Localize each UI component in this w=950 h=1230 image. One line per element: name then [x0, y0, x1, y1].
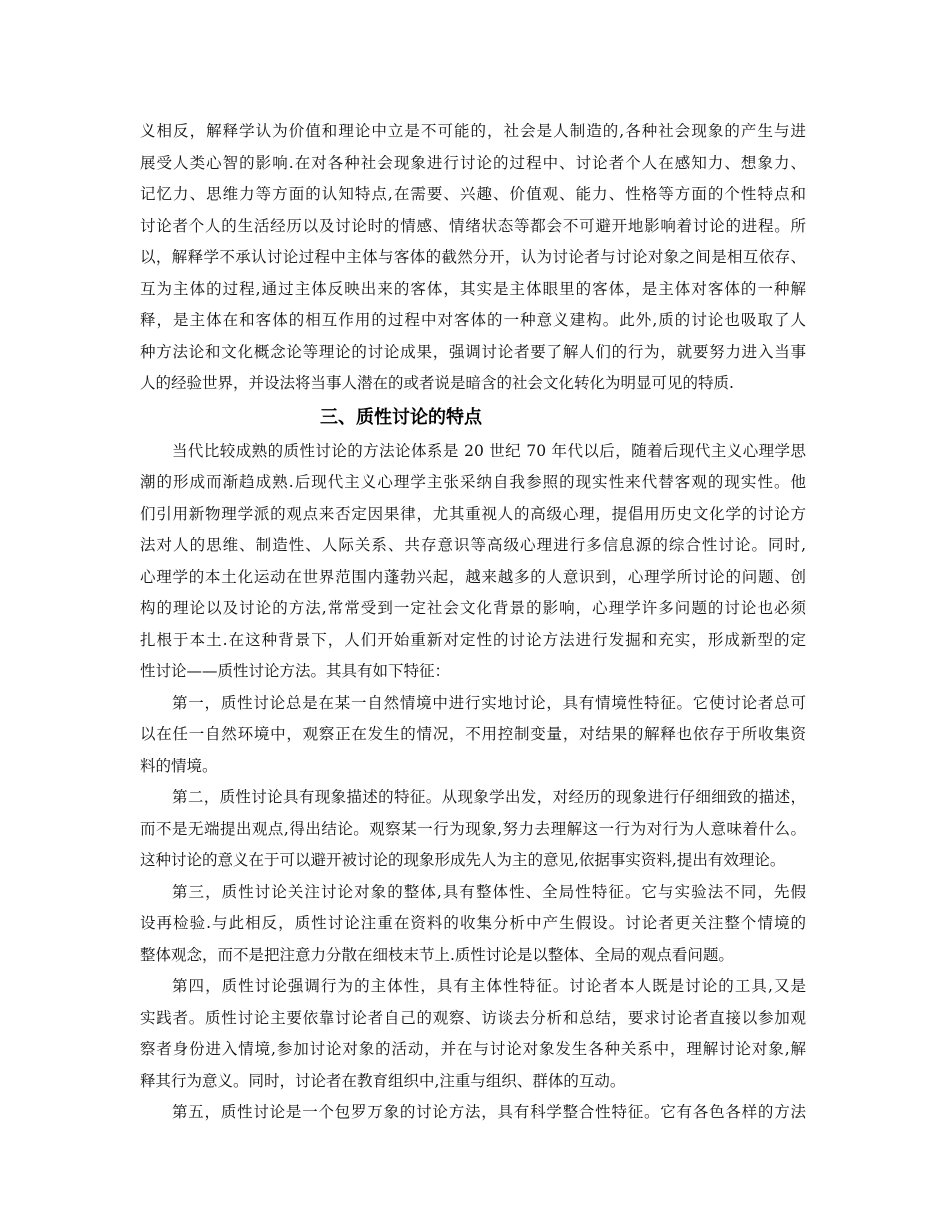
text-line: 展受人类心智的影响.在对各种社会现象进行讨论的过程中、讨论者个人在感知力、想象力、	[140, 153, 806, 172]
text-line: 种方法论和文化概念论等理论的讨论成果，强调讨论者要了解人们的行为，就要努力进入当事	[140, 342, 806, 361]
intro-paragraph	[140, 116, 806, 400]
document-body	[140, 116, 806, 1129]
text-line: 释其行为意义。同时，讨论者在教育组织中,注重与组织、群体的互动。	[140, 1071, 626, 1090]
feature-paragraph-4	[140, 971, 806, 1097]
feature-paragraph-2	[140, 782, 806, 877]
section-heading: 三、质性讨论的特点	[320, 406, 482, 428]
text-line: 以在任一自然环境中，观察正在发生的情况，不用控制变量，对结果的解释也依存于所收集资	[140, 725, 806, 743]
text-line: 构的理论以及讨论的方法,常常受到一定社会文化背景的影响，心理学许多问题的讨论也必须	[140, 599, 806, 617]
text-line: 潮的形成而渐趋成熟.后现代主义心理学主张采纳自我参照的现实性来代替客观的现实性。他	[140, 473, 806, 491]
text-line: 第五，质性讨论是一个包罗万象的讨论方法，具有科学整合性特征。它有各色各样的方法	[172, 1103, 806, 1121]
text-line: 扎根于本土.在这种背景下，人们开始重新对定性的讨论方法进行发掘和充实，形成新型的定	[140, 630, 806, 649]
text-line: 释，是主体在和客体的相互作用的过程中对客体的一种意义建构。此外,质的讨论也吸取了人	[140, 311, 806, 329]
text-line: 实践者。质性讨论主要依靠讨论者自己的观察、访谈去分析和总结，要求讨论者直接以参加观	[140, 1008, 806, 1027]
feature-paragraph-1	[140, 688, 806, 783]
text-line: 这种讨论的意义在于可以避开被讨论的现象形成先人为主的意见,依据事实资料,提出有效理论。	[140, 851, 786, 869]
text-line: 第一，质性讨论总是在某一自然情境中进行实地讨论，具有情境性特征。它使讨论者总可	[172, 693, 806, 712]
text-line: 人的经验世界，并设法将当事人潜在的或者说是暗含的社会文化转化为明显可见的特质.	[140, 374, 734, 392]
text-line: 料的情境。	[140, 756, 218, 775]
text-line: 第二，质性讨论具有现象描述的特征。从现象学出发，对经历的现象进行仔细细致的描述，	[172, 788, 806, 806]
text-line: 互为主体的过程,通过主体反映出来的客体，其实是主体眼里的客体，是主体对客体的一种解	[140, 279, 806, 298]
feature-paragraph-5	[140, 1097, 806, 1129]
text-line: 讨论者个人的生活经历以及讨论时的情感、情绪状态等都会不可避开地影响着讨论的进程。所	[140, 216, 806, 235]
feature-paragraph-3	[140, 877, 806, 972]
text-line: 而不是无端提出观点,得出结论。观察某一行为现象,努力去理解这一行为对行为人意味着什么。	[140, 819, 806, 838]
background-paragraph	[140, 436, 806, 688]
text-line: 当代比较成熟的质性讨论的方法论体系是 20 世纪 70 年代以后，随着后现代主义心理学思	[172, 441, 806, 460]
text-line: 第三，质性讨论关注讨论对象的整体,具有整体性、全局性特征。它与实验法不同，先假	[172, 882, 806, 901]
text-line: 性讨论——质性讨论方法。其具有如下特征：	[140, 662, 451, 680]
text-line: 整体观念，而不是把注意力分散在细枝末节上.质性讨论是以整体、全局的观点看问题。	[140, 945, 734, 964]
text-line: 义相反，解释学认为价值和理论中立是不可能的，社会是人制造的,各种社会现象的产生与进	[140, 122, 806, 140]
text-line: 第四，质性讨论强调行为的主体性，具有主体性特征。讨论者本人既是讨论的工具,又是	[172, 977, 806, 995]
text-line: 察者身份进入情境,参加讨论对象的活动，并在与讨论对象发生各种关系中，理解讨论对象,解	[140, 1040, 806, 1058]
text-line: 以，解释学不承认讨论过程中主体与客体的截然分开，认为讨论者与讨论对象之间是相互依存、	[140, 248, 806, 266]
text-line: 法对人的思维、制造性、人际关系、共存意识等高级心理进行多信息源的综合性讨论。同时,	[140, 536, 806, 554]
text-line: 记忆力、思维力等方面的认知特点,在需要、兴趣、价值观、能力、性格等方面的个性特点和	[140, 185, 806, 203]
text-line: 设再检验.与此相反，质性讨论注重在资料的收集分析中产生假设。讨论者更关注整个情境的	[140, 914, 806, 932]
text-line: 心理学的本土化运动在世界范围内蓬勃兴起，越来越多的人意识到，心理学所讨论的问题、创	[140, 567, 806, 586]
text-line: 们引用新物理学派的观点来否定因果律，尤其重视人的高级心理，提倡用历史文化学的讨论方	[140, 504, 806, 523]
